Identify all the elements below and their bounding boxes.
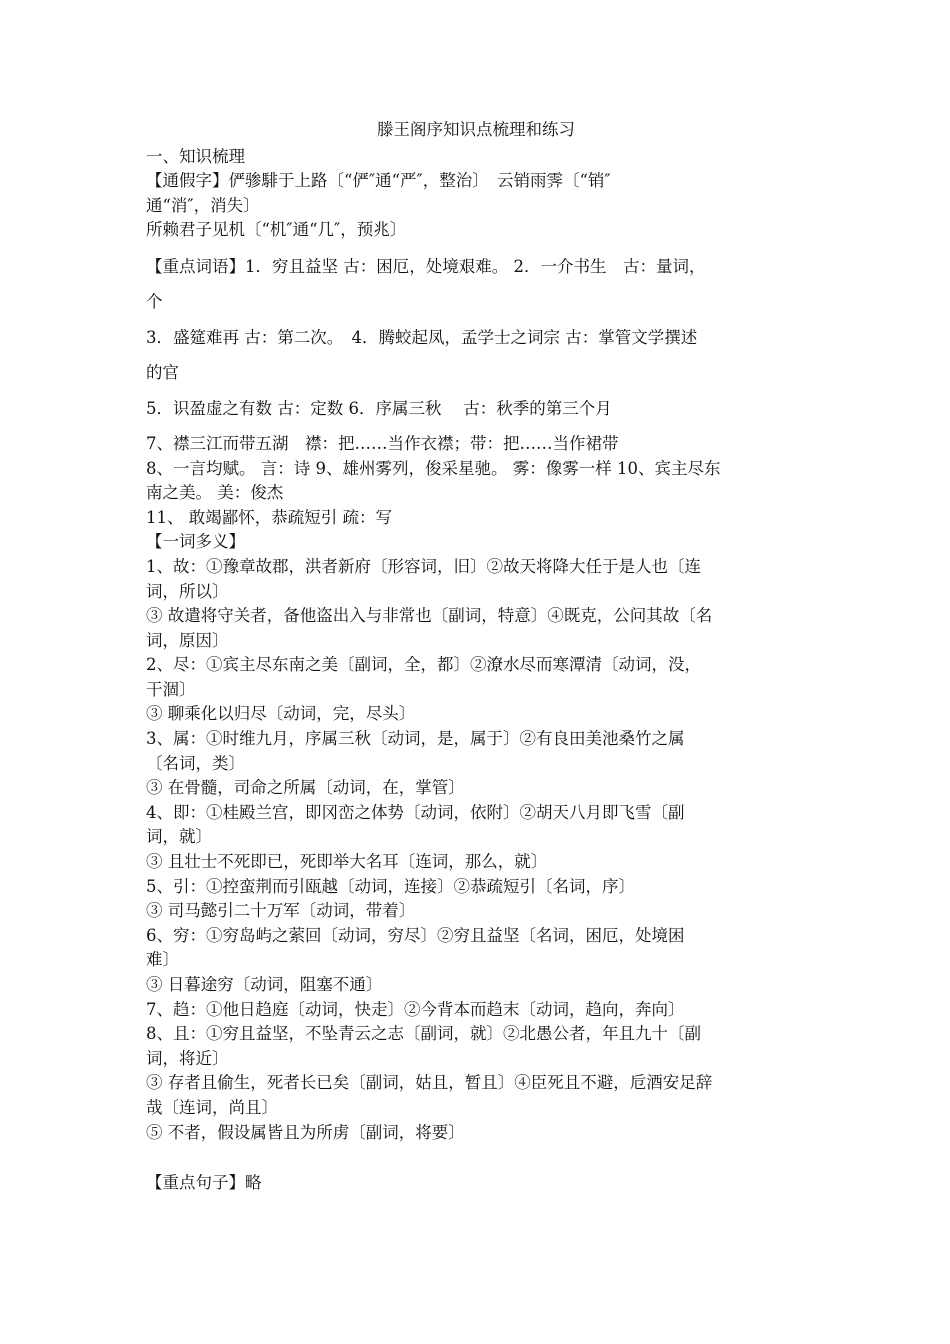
polysemy-line: 词，原因〕 bbox=[146, 630, 229, 650]
polysemy-list bbox=[146, 555, 806, 1145]
key-words-line-7: 8、一言均赋。 言：诗 9、雄州雾列，俊采星驰。 雾：像雾一样 10、宾主尽东 bbox=[146, 458, 721, 478]
key-words-line-8: 南之美。 美：俊杰 bbox=[146, 483, 284, 503]
key-sentences-heading: 【重点句子】略 bbox=[146, 1173, 262, 1193]
polysemy-line: 词，所以〕 bbox=[146, 581, 229, 601]
polysemy-line: 词，就〕 bbox=[146, 827, 212, 847]
polysemy-line: 5、引：①控蛮荆而引瓯越〔动词，连接〕②恭疏短引〔名词，序〕 bbox=[146, 876, 635, 896]
polysemy-line: 8、且：①穷且益坚，不坠青云之志〔副词，就〕②北愚公者，年且九十〔副 bbox=[146, 1024, 701, 1044]
key-words-text: 【重点词语】1．穷且益 bbox=[146, 256, 322, 276]
polysemy-line: ③ 存者且偷生，死者长已矣〔副词，姑且，暂且〕④臣死且不避，卮酒安足辞 bbox=[146, 1073, 713, 1093]
polysemy-line: 1、故：①豫章故郡，洪者新府〔形容词，旧〕②故天将降大任于是人也〔连 bbox=[146, 556, 701, 576]
polysemy-line: 6、穷：①穷岛屿之萦回〔动词，穷尽〕②穷且益坚〔名词，困厄，处境困 bbox=[146, 925, 685, 945]
emphasis-char: 再 bbox=[222, 328, 239, 348]
polysemy-line: 词，将近〕 bbox=[146, 1048, 229, 1068]
key-words-line-6: 7、襟三江而带五湖 襟：把……当作衣襟；带：把……当作裙带 bbox=[146, 433, 619, 453]
emphasis-char: 三 bbox=[408, 399, 425, 419]
polysemy-line: 干涸〕 bbox=[146, 679, 196, 699]
polysemy-heading: 【一词多义】 bbox=[146, 532, 245, 552]
polysemy-line: ③ 在骨髓，司命之所属〔动词，在，掌管〕 bbox=[146, 778, 465, 798]
key-words-text: 3．盛筵难 bbox=[146, 328, 223, 348]
polysemy-line: ③ 聊乘化以归尽〔动词，完，尽头〕 bbox=[146, 704, 416, 724]
polysemy-line: 3、属：①时维九月，序属三秋〔动词，是，属于〕②有良田美池桑竹之属 bbox=[146, 729, 685, 749]
emphasis-char: 坚 bbox=[321, 256, 338, 276]
key-words-line-9: 11、 敢竭鄙怀，恭疏短引 疏：写 bbox=[146, 507, 392, 527]
key-words-line-1 bbox=[146, 255, 806, 280]
key-words-text: 之词宗 古：掌管文学撰述 bbox=[510, 328, 698, 348]
emphasis-char: 数 bbox=[255, 399, 272, 419]
key-words-line-4: 的官 bbox=[146, 362, 179, 382]
polysemy-line: 2、尽：①宾主尽东南之美〔副词，全，都〕②潦水尽而寒潭清〔动词，没， bbox=[146, 655, 701, 675]
key-words-text: 5．识盈虚之有 bbox=[146, 399, 256, 419]
polysemy-line: ⑤ 不者，假设属皆且为所虏〔副词，将要〕 bbox=[146, 1122, 465, 1142]
key-words-text: 古：第二次。 4．腾蛟起凤，孟 bbox=[239, 328, 478, 348]
emphasis-char: 秋 bbox=[425, 399, 442, 419]
key-words-text: 古：定数 6．序属 bbox=[272, 399, 409, 419]
document-page bbox=[146, 118, 806, 1196]
key-words-line-2: 个 bbox=[146, 291, 163, 311]
polysemy-line: ③ 司马懿引二十万军〔动词，带着〕 bbox=[146, 901, 416, 921]
polysemy-line: 4、即：①桂殿兰宫，即冈峦之体势〔动词，依附〕②胡天八月即飞雪〔副 bbox=[146, 802, 685, 822]
polysemy-line: 哉〔连词，尚且〕 bbox=[146, 1097, 278, 1117]
polysemy-line: ③ 故遣将守关者，备他盗出入与非常也〔副词，特意〕④既克，公问其故〔名 bbox=[146, 606, 713, 626]
polysemy-line: 7、趋：①他日趋庭〔动词，快走〕②今背本而趋末〔动词，趋向，奔向〕 bbox=[146, 999, 685, 1019]
key-words-line-3 bbox=[146, 326, 806, 351]
emphasis-char: 介 bbox=[557, 256, 574, 276]
polysemy-line: ③ 且壮士不死即已，死即举大名耳〔连词，那么，就〕 bbox=[146, 852, 548, 872]
emphasis-char: 学 bbox=[477, 328, 494, 348]
key-words-text: 古：秋季的第三个月 bbox=[441, 399, 612, 419]
tongjiazi-line-2: 通“消″，消失〕 bbox=[146, 195, 260, 215]
section-heading-knowledge: 一、知识梳理 bbox=[146, 146, 245, 166]
document-title: 滕王阁序知识点梳理和练习 bbox=[377, 120, 575, 139]
polysemy-line: ③ 日暮途穷〔动词，阻塞不通〕 bbox=[146, 975, 383, 994]
tongjiazi-line-1: 【通假字】俨骖騑于上路〔“俨″通“严″，整治〕 云销雨霁〔“销″ bbox=[146, 171, 611, 191]
polysemy-line: 难〕 bbox=[146, 950, 179, 970]
tongjiazi-line-3: 所赖君子见机〔“机″通“几″，预兆〕 bbox=[146, 220, 407, 240]
emphasis-char: 士 bbox=[494, 328, 511, 348]
key-words-text: 古：困厄，处境艰难。 2．一 bbox=[338, 256, 557, 276]
key-words-text: 书生 古：量词， bbox=[573, 256, 706, 276]
polysemy-line: 〔名词，类〕 bbox=[146, 753, 245, 773]
key-words-line-5 bbox=[146, 397, 806, 422]
